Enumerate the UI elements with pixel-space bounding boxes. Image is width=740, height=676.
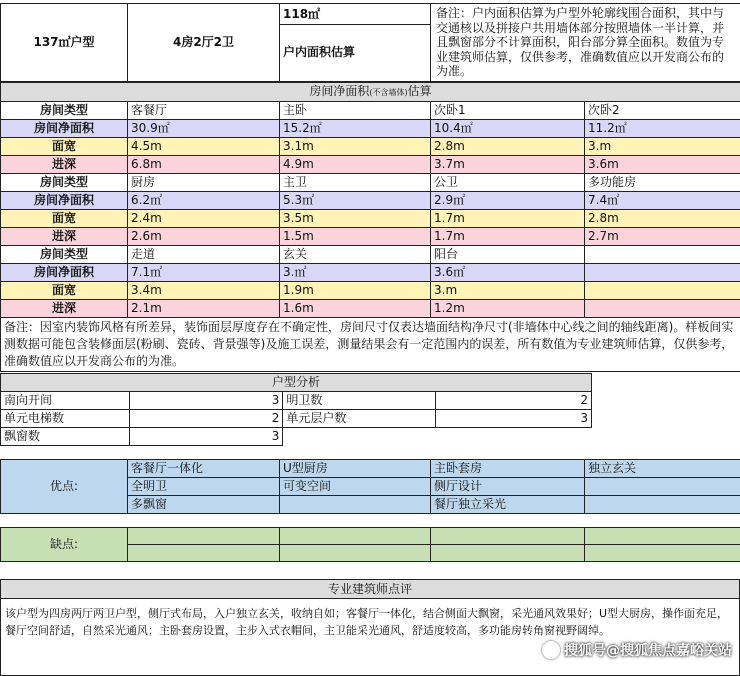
area-value: 118㎡	[280, 4, 431, 25]
room-width-row	[1, 282, 740, 300]
watermark-text: 搜狐号@搜狐焦点嘉峪关站	[564, 640, 732, 660]
room-width-row	[1, 210, 740, 228]
pros-item: U型厨房	[280, 460, 431, 478]
room-depth-row	[1, 228, 740, 246]
room-net-area-cell: 30.9㎡	[128, 120, 280, 138]
room-type-cell: 玄关	[280, 246, 431, 264]
room-table-title: 房间净面积(不含墙体)估算	[1, 83, 740, 102]
camera-icon	[542, 641, 560, 659]
analysis-value: 3	[129, 392, 283, 410]
pros-item: 客餐厅一体化	[128, 460, 280, 478]
room-type-cell: 主卧	[280, 102, 431, 120]
pros-item: 餐厅独立采光	[431, 496, 585, 514]
room-depth-cell: 4.9m	[280, 156, 431, 174]
room-net-area-cell: 7.4㎡	[585, 192, 740, 210]
pros-item: 全明卫	[128, 478, 280, 496]
room-type-cell: 客餐厅	[128, 102, 280, 120]
room-type-label: 房间类型	[1, 102, 128, 120]
analysis-table	[0, 373, 592, 446]
room-depth-cell: 3.6m	[585, 156, 740, 174]
cons-item	[128, 528, 280, 545]
room-depth-cell: 2.6m	[128, 228, 280, 246]
room-width-label: 面宽	[1, 138, 128, 156]
architect-comment	[0, 579, 740, 676]
room-width-cell: 3.1m	[280, 138, 431, 156]
room-type-cell: 公卫	[431, 174, 585, 192]
cons-label: 缺点:	[1, 528, 128, 562]
room-width-cell: 1.7m	[431, 210, 585, 228]
analysis-title: 户型分析	[1, 374, 592, 392]
room-width-row	[1, 138, 740, 156]
room-depth-cell	[585, 300, 740, 318]
room-width-cell: 2.4m	[128, 210, 280, 228]
room-depth-label: 进深	[1, 228, 128, 246]
room-net-area-cell: 15.2㎡	[280, 120, 431, 138]
analysis-key: 南向开间	[1, 392, 130, 410]
analysis-key: 单元层户数	[283, 410, 436, 428]
room-type-cell: 多功能房	[585, 174, 740, 192]
room-width-cell: 2.8m	[585, 210, 740, 228]
room-type-cell: 阳台	[431, 246, 585, 264]
room-depth-cell: 6.8m	[128, 156, 280, 174]
room-type-row	[1, 102, 740, 120]
room-type-cell: 走道	[128, 246, 280, 264]
cons-item	[280, 528, 431, 545]
unit-model: 137㎡户型	[1, 4, 128, 82]
room-net-area-row	[1, 192, 740, 210]
analysis-key: 明卫数	[283, 392, 436, 410]
pros-item: 可变空间	[280, 478, 431, 496]
cons-item	[128, 545, 280, 562]
pros-table	[0, 459, 740, 514]
room-type-row	[1, 246, 740, 264]
room-type-cell: 次卧2	[585, 102, 740, 120]
room-net-area-cell: 5.3㎡	[280, 192, 431, 210]
pros-item	[585, 478, 740, 496]
room-width-cell: 3.4m	[128, 282, 280, 300]
watermark	[542, 640, 732, 660]
pros-item: 主卧套房	[431, 460, 585, 478]
room-depth-row	[1, 156, 740, 174]
room-net-area-cell: 3.㎡	[280, 264, 431, 282]
room-net-area-cell: 10.4㎡	[431, 120, 585, 138]
cons-table	[0, 527, 740, 562]
room-net-area-cell	[585, 264, 740, 282]
room-net-area-cell: 7.1㎡	[128, 264, 280, 282]
room-net-area-cell: 3.6㎡	[431, 264, 585, 282]
room-net-area-row	[1, 120, 740, 138]
analysis-key: 飘窗数	[1, 428, 130, 446]
room-type-row	[1, 174, 740, 192]
cons-item	[585, 528, 740, 545]
room-width-cell: 3.m	[431, 282, 585, 300]
analysis-value: 3	[436, 410, 592, 428]
room-area-table	[0, 82, 740, 372]
room-width-cell: 3.5m	[280, 210, 431, 228]
room-type-cell: 厨房	[128, 174, 280, 192]
cons-item	[280, 545, 431, 562]
room-depth-label: 进深	[1, 300, 128, 318]
room-width-label: 面宽	[1, 282, 128, 300]
room-net-area-cell: 6.2㎡	[128, 192, 280, 210]
analysis-value: 2	[129, 410, 283, 428]
room-config: 4房2厅2卫	[128, 4, 280, 82]
cons-item	[431, 528, 585, 545]
room-width-cell: 3.m	[585, 138, 740, 156]
room-width-cell: 1.9m	[280, 282, 431, 300]
area-label: 户内面积估算	[280, 25, 431, 81]
room-depth-row	[1, 300, 740, 318]
room-depth-cell: 1.6m	[280, 300, 431, 318]
cons-item	[585, 545, 740, 562]
header-table	[0, 3, 740, 82]
room-net-area-cell: 2.9㎡	[431, 192, 585, 210]
pros-item: 独立玄关	[585, 460, 740, 478]
room-depth-cell: 2.7m	[585, 228, 740, 246]
pros-item: 侧厅设计	[431, 478, 585, 496]
comment-body: 该户型为四房两厅两卫户型，侧厅式布局，入户独立玄关，收纳自如；客餐厅一体化，结合侧面大飘窗，采光通风效果好；U型大厨房，操作面充足，餐厅空间舒适，自然采光通风；主卧套房设置，主步入式衣帽间，主卫能采光通风，舒适度较高，多功能房转角窗视野阔绰。	[1, 599, 740, 676]
room-type-cell: 主卫	[280, 174, 431, 192]
room-depth-label: 进深	[1, 156, 128, 174]
room-depth-cell: 1.5m	[280, 228, 431, 246]
room-width-cell: 4.5m	[128, 138, 280, 156]
room-net-area-label: 房间净面积	[1, 264, 128, 282]
room-depth-cell: 2.1m	[128, 300, 280, 318]
room-net-area-row	[1, 264, 740, 282]
room-depth-cell: 3.7m	[431, 156, 585, 174]
analysis-key: 单元电梯数	[1, 410, 130, 428]
comment-title: 专业建筑师点评	[1, 580, 740, 599]
room-depth-cell: 1.2m	[431, 300, 585, 318]
pros-item: 多飘窗	[128, 496, 280, 514]
pros-item	[585, 496, 740, 514]
room-net-area-label: 房间净面积	[1, 120, 128, 138]
room-depth-cell: 1.7m	[431, 228, 585, 246]
area-note: 备注：户内面积估算为户型外轮廓线围合面积，其中与交通核以及拼接户共用墙体部分按照墙体一半计算，并且飘窗部分不计算面积，阳台部分算全面积。数值为专业建筑师估算，仅供参考，准确数值应以开发商公布的为准。	[431, 4, 740, 82]
room-net-area-cell: 11.2㎡	[585, 120, 740, 138]
room-width-label: 面宽	[1, 210, 128, 228]
room-width-cell	[585, 282, 740, 300]
room-type-cell: 次卧1	[431, 102, 585, 120]
pros-label: 优点:	[1, 460, 128, 514]
pros-item	[280, 496, 431, 514]
analysis-value: 2	[436, 392, 592, 410]
analysis-value: 3	[129, 428, 283, 446]
measurement-note: 备注：因室内装饰风格有所差异，装饰面层厚度存在不确定性，房间尺寸仅表达墙面结构净尺寸(非墙体中心线之间的轴线距离)。样板间实测数据可能包含装修面层(粉刷、瓷砖、背景强等)及施工误差，测量结果会有一定范围内的误差，所有数值为专业建筑师估算，仅供参考，准确数值应以开发商公布的为准。	[1, 318, 740, 372]
room-type-label: 房间类型	[1, 246, 128, 264]
cons-item	[431, 545, 585, 562]
room-width-cell: 2.8m	[431, 138, 585, 156]
room-type-label: 房间类型	[1, 174, 128, 192]
room-type-cell	[585, 246, 740, 264]
room-net-area-label: 房间净面积	[1, 192, 128, 210]
